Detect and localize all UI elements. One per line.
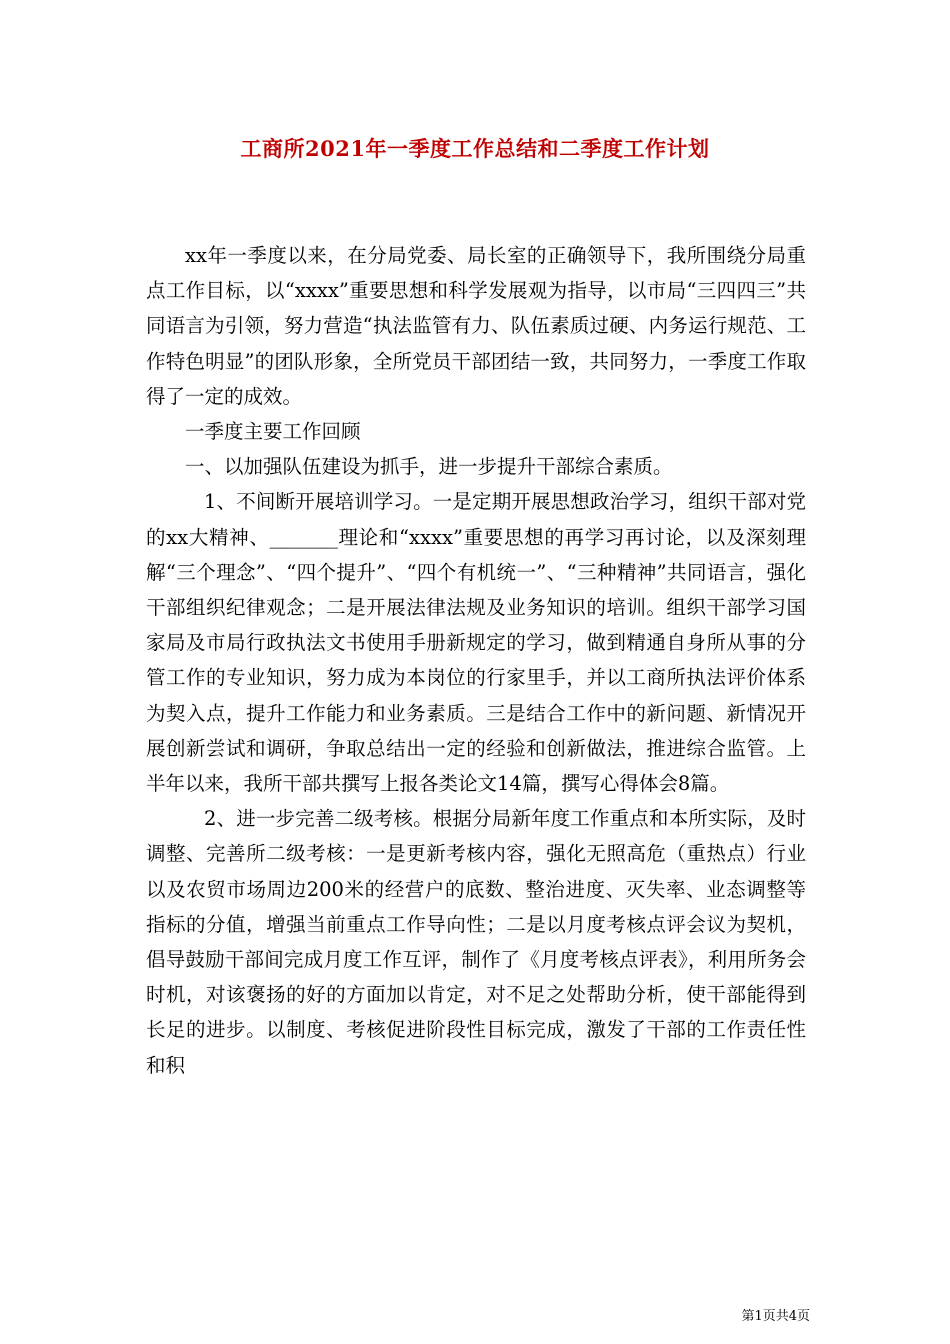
intro-paragraph: xx年一季度以来，在分局党委、局长室的正确领导下，我所围绕分局重点工作目标，以“xxxx”重要思想和科学发展观为指导，以市局“三四四三”共同语言为引领，努力营造“执法监管有力、队伍素质过硬、内务运行规范、工作特色明显”的团队形象，全所党员干部团结一致，共同努力，一季度工作取得了一定的成效。 <box>146 244 806 408</box>
subsection-heading: 一、以加强队伍建设为抓手，进一步提升干部综合素质。 <box>185 455 673 479</box>
page-number: 第1页共4页 <box>741 1309 810 1324</box>
section-heading: 一季度主要工作回顾 <box>185 420 361 444</box>
item-1-paragraph: 1、不间断开展培训学习。一是定期开展思想政治学习，组织干部对党的xx大精神、_______理论和“xxxx”重要思想的再学习再讨论，以及深刻理解“三个理念”、“四个提升”、“四个有机统一”、“三种精神”共同语言，强化干部组织纪律观念；二是开展法律法规及业务知识的培训。组织干部学习国家局及市局行政执法文书使用手册新规定的学习，做到精通自身所从事的分管工作的专业知识，努力成为本岗位的行家里手，并以工商所执法评价体系为契入点，提升工作能力和业务素质。三是结合工作中的新问题、新情况开展创新尝试和调研，争取总结出一定的经验和创新做法，推进综合监管。上半年以来，我所干部共撰写上报各类论文14篇，撰写心得体会8篇。 <box>146 490 806 796</box>
item-2-paragraph: 2、进一步完善二级考核。根据分局新年度工作重点和本所实际，及时调整、完善所二级考核：一是更新考核内容，强化无照高危（重热点）行业以及农贸市场周边200米的经营户的底数、整治进度、灭失率、业态调整等指标的分值，增强当前重点工作导向性；二是以月度考核点评会议为契机，倡导鼓励干部间完成月度工作互评，制作了《月度考核点评表》，利用所务会时机，对该褒扬的好的方面加以肯定，对不足之处帮助分析，使干部能得到长足的进步。以制度、考核促进阶段性目标完成，激发了干部的工作责任性和积 <box>146 807 806 1077</box>
document-body <box>146 238 806 1083</box>
document-title: 工商所2021年一季度工作总结和二季度工作计划 <box>240 136 710 161</box>
